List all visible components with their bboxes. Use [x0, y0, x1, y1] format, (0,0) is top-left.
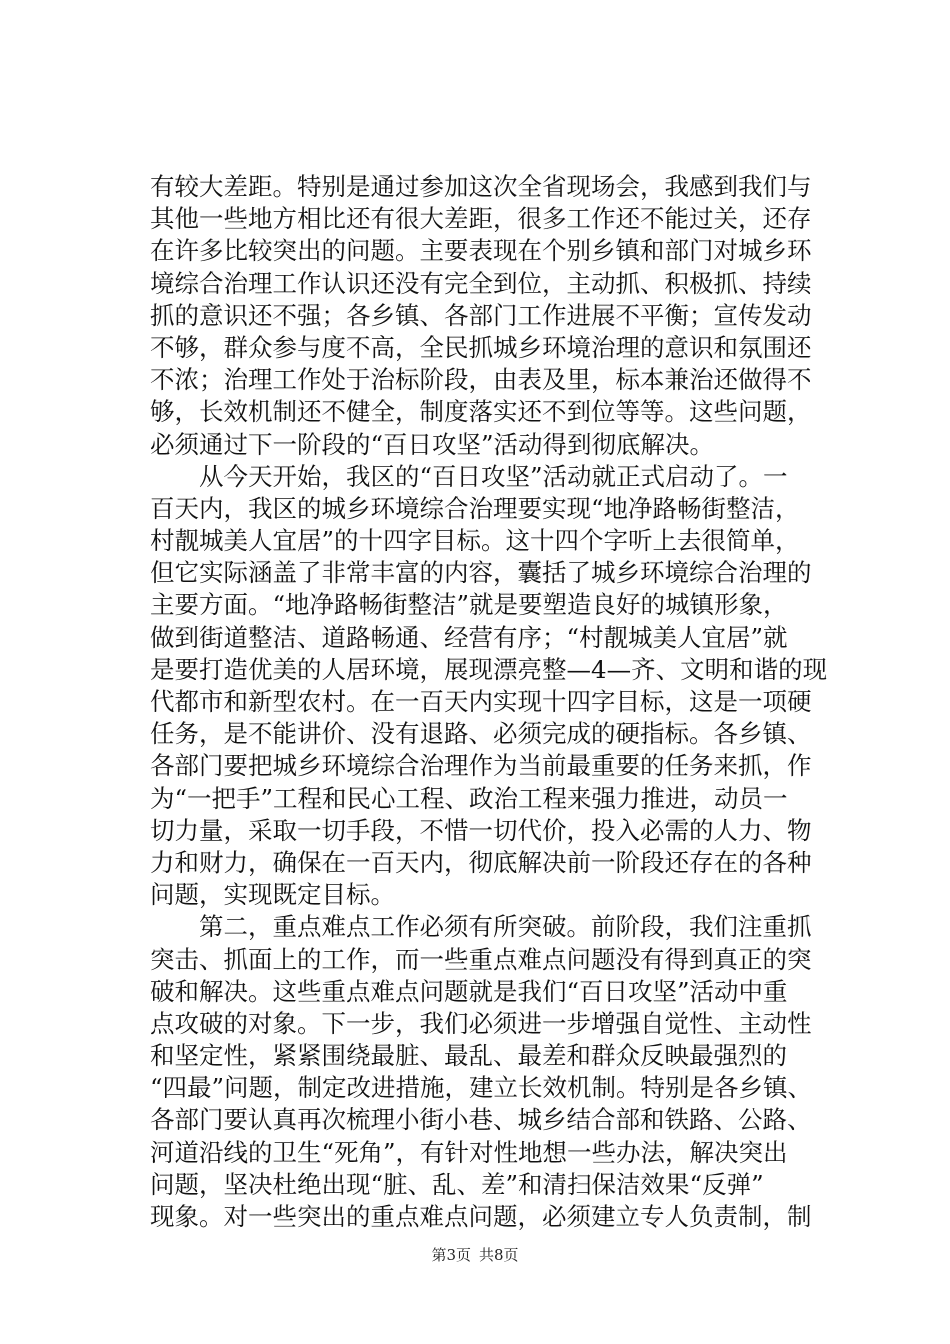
text-line: 但它实际涵盖了非常丰富的内容，囊括了城乡环境综合治理的	[150, 558, 812, 588]
text-line: 百天内，我区的城乡环境综合治理要实现“地净路畅街整洁，	[150, 493, 800, 523]
text-line: 力和财力，确保在一百天内，彻底解决前一阶段还存在的各种	[150, 847, 812, 877]
text-line: 够，长效机制还不健全，制度落实还不到位等等。这些问题，	[150, 397, 812, 427]
text-line: 主要方面。“地净路畅街整洁”就是要塑造良好的城镇形象，	[150, 590, 788, 620]
body-text	[150, 171, 828, 1233]
text-line: 为“一把手”工程和民心工程、政治工程来强力推进，动员一	[150, 783, 788, 813]
text-line: 点攻破的对象。下一步，我们必须进一步增强自觉性、主动性	[150, 1008, 812, 1038]
text-line: 各部门要把城乡环境综合治理作为当前最重要的任务来抓，作	[150, 751, 812, 781]
text-line: 问题，坚决杜绝出现“脏、乱、差”和清扫保洁效果“反弹”	[150, 1169, 764, 1199]
text-line: 抓的意识还不强；各乡镇、各部门工作进展不平衡；宣传发动	[150, 300, 812, 330]
text-line: 现象。对一些突出的重点难点问题，必须建立专人负责制，制	[150, 1202, 812, 1231]
text-line: 任务，是不能讲价、没有退路、必须完成的硬指标。各乡镇、	[150, 719, 812, 749]
text-line: 有较大差距。特别是通过参加这次全省现场会，我感到我们与	[150, 172, 812, 201]
text-line: 河道沿线的卫生“死角”，有针对性地想一些办法，解决突出	[150, 1137, 788, 1167]
text-line: 在许多比较突出的问题。主要表现在个别乡镇和部门对城乡环	[150, 236, 812, 266]
text-line: 问题，实现既定目标。	[150, 880, 395, 910]
text-line: 不浓；治理工作处于治标阶段，由表及里，标本兼治还做得不	[150, 365, 812, 395]
text-line: 切力量，采取一切手段，不惜一切代价，投入必需的人力、物	[150, 815, 812, 845]
text-line: 其他一些地方相比还有很大差距，很多工作还不能过关，还存	[150, 204, 812, 234]
text-line: 和坚定性，紧紧围绕最脏、最乱、最差和群众反映最强烈的	[150, 1041, 787, 1071]
text-line: 境综合治理工作认识还没有完全到位，主动抓、积极抓、持续	[150, 268, 812, 298]
text-line: 各部门要认真再次梳理小街小巷、城乡结合部和铁路、公路、	[150, 1105, 812, 1135]
text-line: 是要打造优美的人居环境，展现漂亮整—4—齐、文明和谐的现	[150, 654, 828, 684]
text-line: 村靓城美人宜居”的十四字目标。这十四个字听上去很简单，	[150, 526, 800, 556]
text-line: “四最”问题，制定改进措施，建立长效机制。特别是各乡镇、	[150, 1073, 813, 1103]
page-total: 共8页	[479, 1246, 519, 1264]
paragraph-start-line: 从今天开始，我区的“百日攻坚”活动就正式启动了。一	[199, 461, 788, 491]
text-line: 必须通过下一阶段的“百日攻坚”活动得到彻底解决。	[150, 429, 715, 459]
text-line: 突击、抓面上的工作，而一些重点难点问题没有得到真正的突	[150, 944, 812, 974]
text-line: 代都市和新型农村。在一百天内实现十四字目标，这是一项硬	[150, 687, 812, 716]
text-line: 不够，群众参与度不高，全民抓城乡环境治理的意识和氛围还	[150, 332, 812, 362]
text-line: 做到街道整洁、道路畅通、经营有序；“村靓城美人宜居”就	[150, 622, 788, 652]
paragraph-start-line: 第二，重点难点工作必须有所突破。前阶段，我们注重抓	[199, 912, 812, 942]
text-line: 破和解决。这些重点难点问题就是我们“百日攻坚”活动中重	[150, 976, 788, 1006]
page-number: 第3页	[431, 1246, 471, 1264]
page-footer	[0, 1244, 950, 1265]
